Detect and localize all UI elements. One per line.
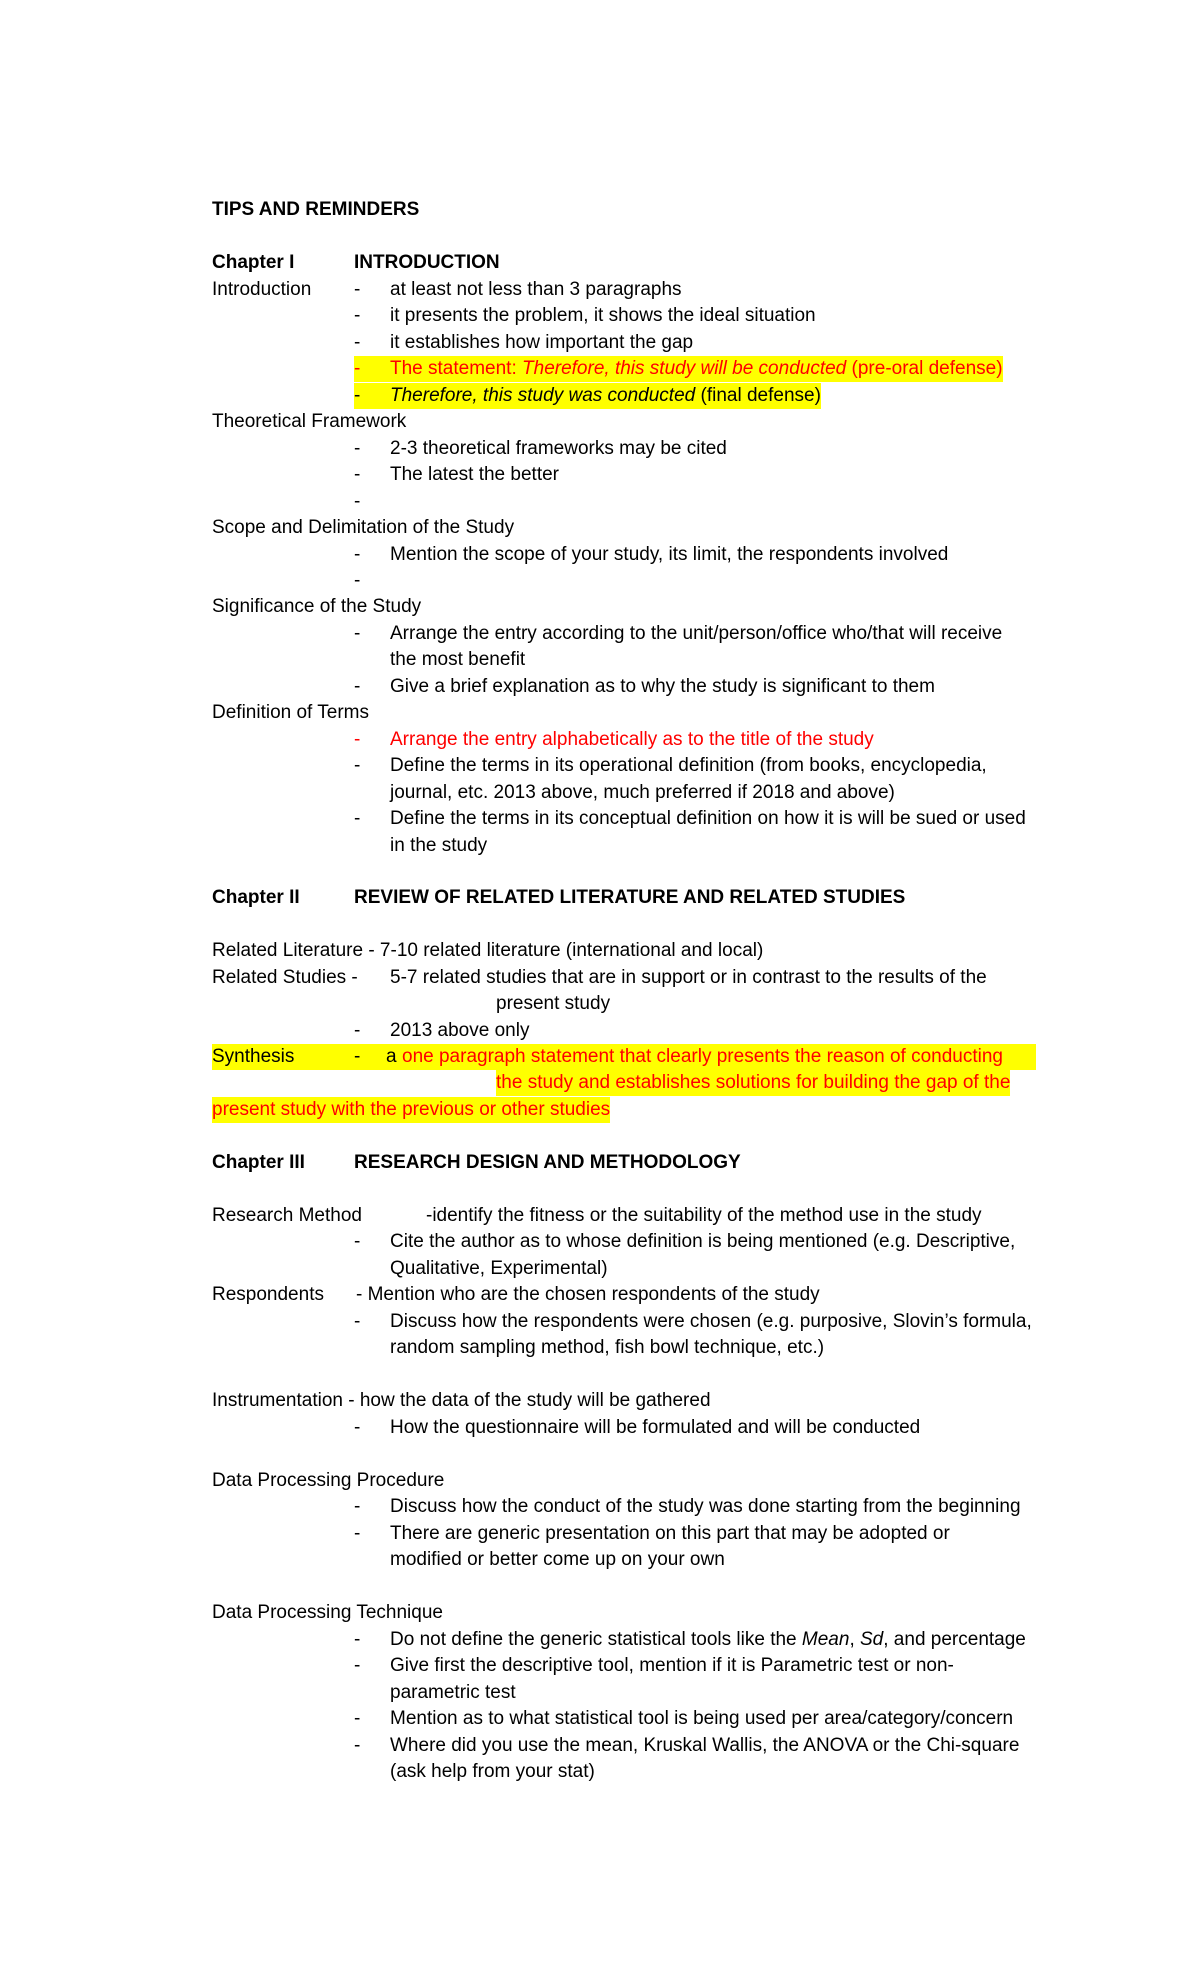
definition-label: Definition of Terms xyxy=(212,702,369,723)
chapter2-heading: REVIEW OF RELATED LITERATURE AND RELATED STUDIES xyxy=(354,887,906,908)
scope-item-1: - Mention the scope of your study, its limit, the respondents involved xyxy=(354,544,949,565)
tf-item-empty: - xyxy=(354,491,361,512)
def-item-3-cont: in the study xyxy=(390,835,488,856)
chapter2-label: Chapter II xyxy=(212,887,300,908)
dpp-item-2: - There are generic presentation on this part that may be adopted or xyxy=(354,1523,950,1544)
dpp-label: Data Processing Procedure xyxy=(212,1470,445,1491)
dpt-item-3: - Mention as to what statistical tool is being used per area/category/concern xyxy=(354,1708,1014,1729)
dpt-item-2: - Give first the descriptive tool, mention if it is Parametric test or non- xyxy=(354,1655,954,1676)
significance-label: Significance of the Study xyxy=(212,596,422,617)
sig-item-1: - Arrange the entry according to the unit/person/office who/that will receive xyxy=(354,623,1003,644)
rm-item-1: - Cite the author as to whose definition is being mentioned (e.g. Descriptive, xyxy=(354,1231,1016,1252)
scope-label: Scope and Delimitation of the Study xyxy=(212,517,515,538)
related-literature-line: Related Literature - 7-10 related literature (international and local) xyxy=(212,940,764,961)
instrumentation-line: Instrumentation - how the data of the study will be gathered xyxy=(212,1390,711,1411)
statement-final: - Therefore, this study was conducted (final defense) xyxy=(354,383,821,409)
introduction-label: Introduction xyxy=(212,279,312,300)
resp-item-1: - Discuss how the respondents were chosen (e.g. purposive, Slovin’s formula, xyxy=(354,1311,1032,1332)
def-item-3: - Define the terms in its conceptual definition on how it is will be sued or used xyxy=(354,808,1026,829)
synthesis-line-1: Synthesis - a one paragraph statement that clearly presents the reason of conducting xyxy=(212,1044,1036,1070)
dpt-item-1: - Do not define the generic statistical tools like the Mean, Sd, and percentage xyxy=(354,1629,1026,1650)
tf-item-2: - The latest the better xyxy=(354,464,559,485)
respondents-label: Respondents xyxy=(212,1284,324,1305)
dpt-item-2-cont: parametric test xyxy=(390,1682,516,1703)
synthesis-line-3: present study with the previous or other studies xyxy=(212,1097,610,1123)
rs-item-1-cont: present study xyxy=(496,993,611,1014)
theoretical-framework-label: Theoretical Framework xyxy=(212,411,407,432)
related-studies-label: Related Studies - xyxy=(212,967,358,988)
research-method-label: Research Method xyxy=(212,1205,362,1226)
resp-item-1-cont: random sampling method, fish bowl technique, etc.) xyxy=(390,1337,825,1358)
chapter3-label: Chapter III xyxy=(212,1152,305,1173)
dpt-item-4-cont: (ask help from your stat) xyxy=(390,1761,595,1782)
def-item-1: - Arrange the entry alphabetically as to the title of the study xyxy=(354,729,874,750)
intro-item-3: - it establishes how important the gap xyxy=(354,332,694,353)
chapter1-heading: INTRODUCTION xyxy=(354,252,500,273)
chapter1-label: Chapter I xyxy=(212,252,295,273)
chapter3-heading: RESEARCH DESIGN AND METHODOLOGY xyxy=(354,1152,741,1173)
dpt-item-4: - Where did you use the mean, Kruskal Wallis, the ANOVA or the Chi-square xyxy=(354,1735,1020,1756)
intro-item-2: - it presents the problem, it shows the ideal situation xyxy=(354,305,816,326)
rs-item-1: 5-7 related studies that are in support or in contrast to the results of the xyxy=(390,967,987,988)
def-item-2-cont: journal, etc. 2013 above, much preferred if 2018 and above) xyxy=(390,782,895,803)
respondents-text: - Mention who are the chosen respondents of the study xyxy=(356,1284,820,1305)
rs-item-2: - 2013 above only xyxy=(354,1020,530,1041)
rm-item-1-cont: Qualitative, Experimental) xyxy=(390,1258,608,1279)
synthesis-line-2: the study and establishes solutions for building the gap of the xyxy=(496,1070,1010,1096)
sig-item-2: - Give a brief explanation as to why the study is significant to them xyxy=(354,676,935,697)
sig-item-1-cont: the most benefit xyxy=(390,649,526,670)
scope-item-empty: - xyxy=(354,570,361,591)
research-method-text: -identify the fitness or the suitability of the method use in the study xyxy=(426,1205,982,1226)
dpt-label: Data Processing Technique xyxy=(212,1602,443,1623)
intro-item-1: - at least not less than 3 paragraphs xyxy=(354,279,682,300)
dpp-item-1: - Discuss how the conduct of the study was done starting from the beginning xyxy=(354,1496,1021,1517)
dpp-item-2-cont: modified or better come up on your own xyxy=(390,1549,725,1570)
instr-item-1: - How the questionnaire will be formulated and will be conducted xyxy=(354,1417,921,1438)
statement-pre-oral: - The statement: Therefore, this study will be conducted (pre-oral defense) xyxy=(354,356,1003,382)
synthesis-label: Synthesis xyxy=(212,1046,295,1067)
def-item-2: - Define the terms in its operational definition (from books, encyclopedia, xyxy=(354,755,987,776)
doc-title: TIPS AND REMINDERS xyxy=(212,199,420,220)
tf-item-1: - 2-3 theoretical frameworks may be cited xyxy=(354,438,727,459)
